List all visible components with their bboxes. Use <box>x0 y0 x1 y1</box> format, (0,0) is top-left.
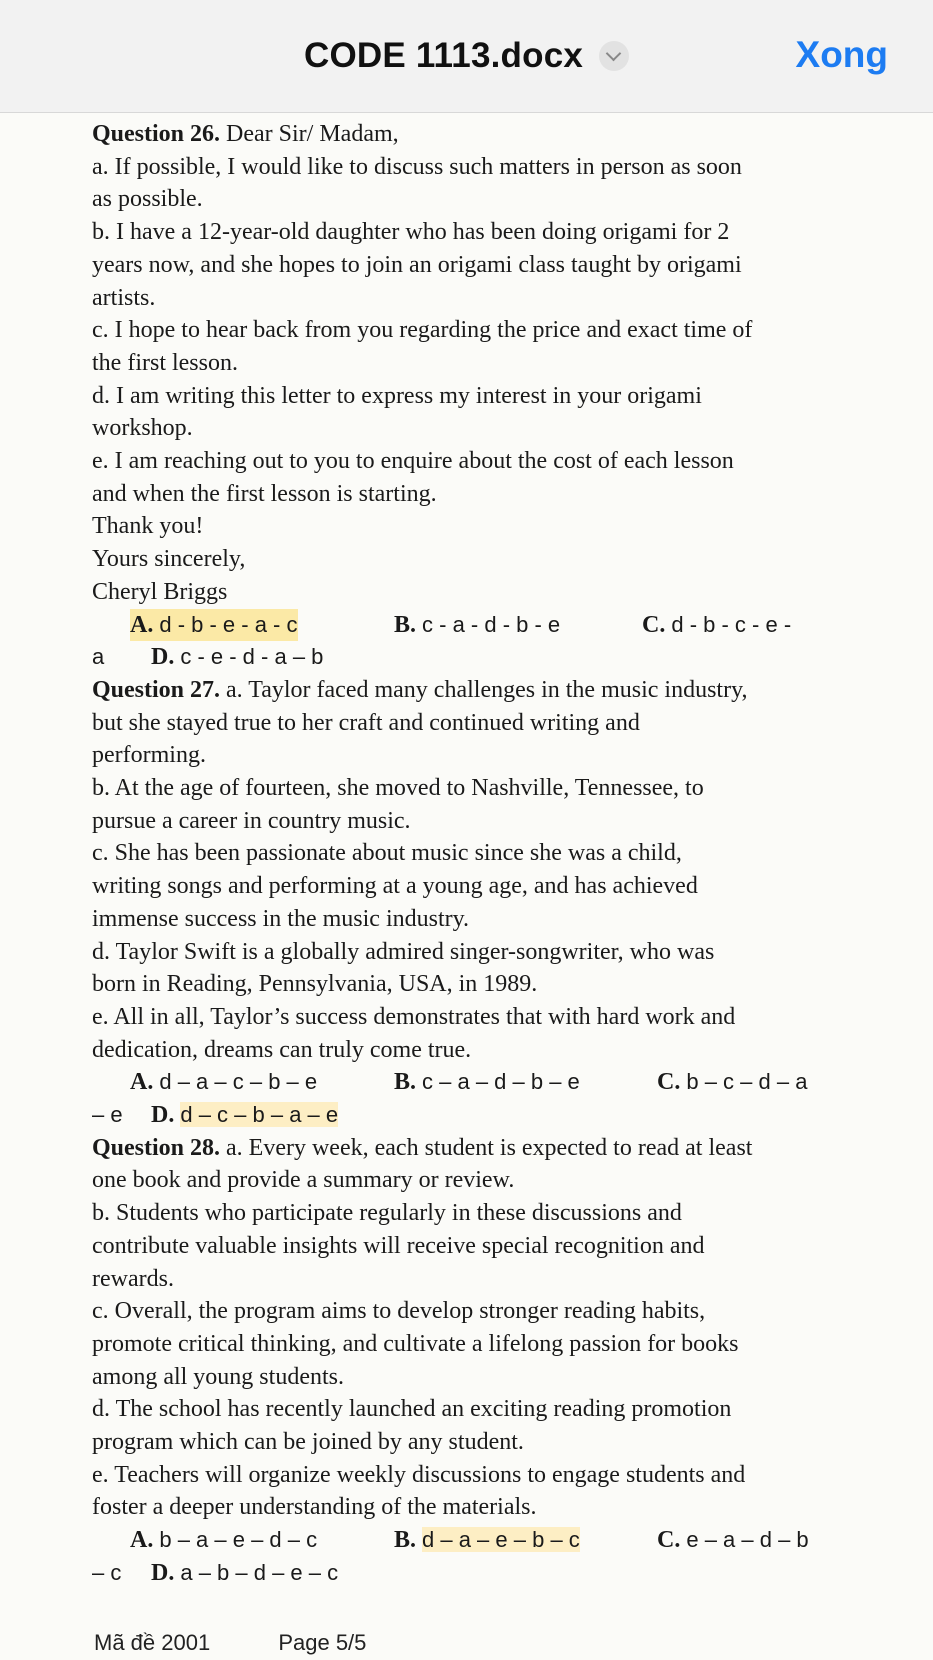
document-title[interactable]: CODE 1113.docx <box>303 36 584 75</box>
q26-line: e. I am reaching out to you to enquire about the cost of each lesson <box>92 448 734 475</box>
q26-line: years now, and she hopes to join an origami class taught by origami <box>92 251 742 278</box>
q28-options-row-1 <box>92 1524 922 1557</box>
q26-options-row-2 <box>92 641 922 674</box>
q28-option-d[interactable]: D. a – b – d – e – c <box>151 1559 339 1586</box>
q28-line: e. Teachers will organize weekly discussions to engage students and <box>92 1461 746 1488</box>
q28-option-c-wrap: – c <box>92 1559 122 1585</box>
q26-line: the first lesson. <box>92 349 238 376</box>
q26-line: b. I have a 12-year-old daughter who has been doing origami for 2 <box>92 219 730 246</box>
q26-line: Cheryl Briggs <box>92 578 228 605</box>
q27-line: b. At the age of fourteen, she moved to Nashville, Tennessee, to <box>92 775 704 802</box>
q27-line: d. Taylor Swift is a globally admired singer-songwriter, who was <box>92 938 715 965</box>
q27-option-c-wrap: – e <box>92 1102 123 1128</box>
q27-line: immense success in the music industry. <box>92 905 470 932</box>
q28-line: c. Overall, the program aims to develop stronger reading habits, <box>92 1298 706 1325</box>
q26-line: and when the first lesson is starting. <box>92 480 437 507</box>
q28-line: foster a deeper understanding of the materials. <box>92 1494 537 1521</box>
q27-line: born in Reading, Pennsylvania, USA, in 1989. <box>92 971 538 998</box>
title-area[interactable] <box>0 0 933 112</box>
q26-line: artists. <box>92 284 156 311</box>
q27-option-b[interactable]: B. c – a – d – b – e <box>394 1069 580 1096</box>
question-28-heading: Question 28. a. Every week, each student is expected to read at least <box>92 1134 753 1161</box>
q28-option-c[interactable]: C. e – a – d – b <box>657 1527 809 1554</box>
q26-line: Thank you! <box>92 513 204 540</box>
q28-line: program which can be joined by any student. <box>92 1429 524 1456</box>
q27-option-a[interactable]: A. d – a – c – b – e <box>130 1069 318 1096</box>
question-26-heading: Question 26. Dear Sir/ Madam, <box>92 121 399 147</box>
q27-option-c[interactable]: C. b – c – d – a <box>657 1069 808 1096</box>
q27-line: but she stayed true to her craft and continued writing and <box>92 709 640 736</box>
q26-option-a[interactable]: A. d - b - e - a - c <box>130 609 298 642</box>
q26-line: Yours sincerely, <box>92 546 246 573</box>
exam-code: Mã đề 2001 <box>94 1630 211 1655</box>
q26-option-b[interactable]: B. c - a - d - b - e <box>394 611 561 638</box>
question-27-heading: Question 27. a. Taylor faced many challenges in the music industry, <box>92 676 748 703</box>
done-button[interactable]: Xong <box>795 34 888 75</box>
q27-option-d[interactable]: D. d – c – b – a – e <box>151 1102 339 1129</box>
q27-line: c. She has been passionate about music since she was a child, <box>92 840 682 867</box>
document-body <box>92 118 922 1590</box>
q26-option-d[interactable]: D. c - e - d - a – b <box>151 644 324 671</box>
q27-options-row-1 <box>92 1066 922 1099</box>
q26-line: a. If possible, I would like to discuss such matters in person as soon <box>92 153 742 180</box>
q26-line: c. I hope to hear back from you regarding the price and exact time of <box>92 317 753 344</box>
q28-option-a[interactable]: A. b – a – e – d – c <box>130 1527 318 1554</box>
q26-option-c-wrap: a <box>92 644 105 670</box>
q28-line: among all young students. <box>92 1363 344 1390</box>
q28-line: contribute valuable insights will receive special recognition and <box>92 1232 705 1259</box>
q27-line: pursue a career in country music. <box>92 807 411 834</box>
q27-line: writing songs and performing at a young age, and has achieved <box>92 873 698 900</box>
q28-line: b. Students who participate regularly in these discussions and <box>92 1200 682 1227</box>
q27-line: e. All in all, Taylor’s success demonstrates that with hard work and <box>92 1003 736 1030</box>
q26-options-row-1 <box>92 609 922 642</box>
page-footer <box>94 1630 428 1656</box>
q27-line: performing. <box>92 742 206 769</box>
q28-line: d. The school has recently launched an exciting reading promotion <box>92 1396 732 1423</box>
q27-options-row-2 <box>92 1099 922 1132</box>
chevron-down-icon[interactable] <box>599 41 629 71</box>
q26-line: as possible. <box>92 186 203 213</box>
q28-line: rewards. <box>92 1265 174 1292</box>
q26-line: workshop. <box>92 415 193 442</box>
q28-option-b[interactable]: B. d – a – e – b – c <box>394 1527 580 1554</box>
q28-line: promote critical thinking, and cultivate a lifelong passion for books <box>92 1330 739 1357</box>
page-number: Page 5/5 <box>278 1630 367 1655</box>
q28-line: one book and provide a summary or review. <box>92 1167 515 1194</box>
q27-line: dedication, dreams can truly come true. <box>92 1036 472 1063</box>
top-bar <box>0 0 933 113</box>
q26-option-c[interactable]: C. d - b - c - e - <box>642 611 792 638</box>
q26-line: d. I am writing this letter to express my interest in your origami <box>92 382 702 409</box>
q28-options-row-2 <box>92 1557 922 1590</box>
